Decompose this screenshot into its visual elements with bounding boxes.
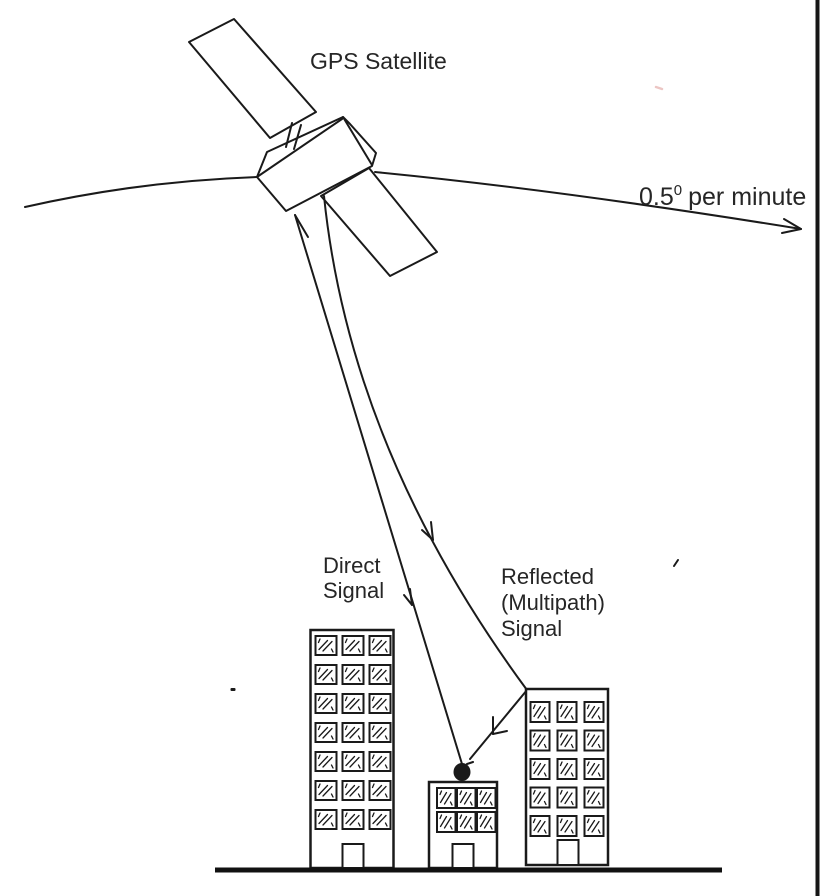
- satellite-label: GPS Satellite: [310, 48, 447, 74]
- right-building: [526, 689, 608, 865]
- svg-text:Direct: Direct: [323, 553, 381, 578]
- reflection-bounce-arrow-icon: [493, 717, 507, 734]
- building-window: [316, 810, 337, 829]
- building-window: [477, 812, 496, 832]
- building-window: [531, 702, 550, 722]
- building-window: [343, 694, 364, 713]
- building-window: [316, 694, 337, 713]
- building-window: [457, 812, 476, 832]
- building-window: [343, 665, 364, 684]
- building-window: [585, 788, 604, 808]
- building-window: [558, 816, 577, 836]
- building-window: [343, 810, 364, 829]
- building-window: [437, 788, 456, 808]
- building-window: [531, 816, 550, 836]
- building-window: [316, 636, 337, 655]
- satellite-body-edges: [257, 117, 372, 177]
- stray-pink-mark: [656, 87, 662, 89]
- stray-tick: [674, 560, 678, 566]
- svg-text:Signal: Signal: [501, 616, 563, 641]
- receiver-dot: [454, 762, 474, 781]
- reflected-signal-label: [501, 564, 605, 641]
- building-window: [316, 752, 337, 771]
- solar-panel-upper: [189, 19, 316, 138]
- building-window: [531, 759, 550, 779]
- building-window: [370, 694, 391, 713]
- building-window: [370, 781, 391, 800]
- building-window: [343, 723, 364, 742]
- building-window: [370, 665, 391, 684]
- building-window: [316, 723, 337, 742]
- building-window: [457, 788, 476, 808]
- building-window: [477, 788, 496, 808]
- building-window: [370, 636, 391, 655]
- building-window: [316, 665, 337, 684]
- building-window: [558, 788, 577, 808]
- building-door: [343, 844, 364, 868]
- building-window: [343, 636, 364, 655]
- building-window: [558, 759, 577, 779]
- building-window: [585, 702, 604, 722]
- building-window: [370, 752, 391, 771]
- building-window: [343, 781, 364, 800]
- building-window: [531, 731, 550, 751]
- direct-signal-label: [323, 553, 384, 603]
- direct-signal-arrow-icon: [404, 589, 412, 605]
- building-window: [370, 723, 391, 742]
- building-window: [370, 810, 391, 829]
- left-building: [311, 630, 394, 868]
- svg-text:(Multipath): (Multipath): [501, 590, 605, 615]
- reflection-bounce-line: [470, 690, 527, 759]
- building-window: [558, 702, 577, 722]
- building-window: [531, 788, 550, 808]
- building-window: [585, 731, 604, 751]
- building-window: [585, 816, 604, 836]
- reflected-signal-line: [324, 196, 527, 690]
- building-window: [316, 781, 337, 800]
- building-door: [558, 840, 579, 865]
- center-building: [429, 782, 497, 868]
- svg-text:Reflected: Reflected: [501, 564, 594, 589]
- building-door: [453, 844, 474, 868]
- building-window: [558, 731, 577, 751]
- stray-speck: [231, 688, 236, 691]
- building-window: [343, 752, 364, 771]
- page-right-border: [816, 0, 820, 896]
- svg-text:Signal: Signal: [323, 578, 385, 603]
- orbit-rate-label: $0.5^0$ per minute: [639, 182, 807, 211]
- building-window: [437, 812, 456, 832]
- building-window: [585, 759, 604, 779]
